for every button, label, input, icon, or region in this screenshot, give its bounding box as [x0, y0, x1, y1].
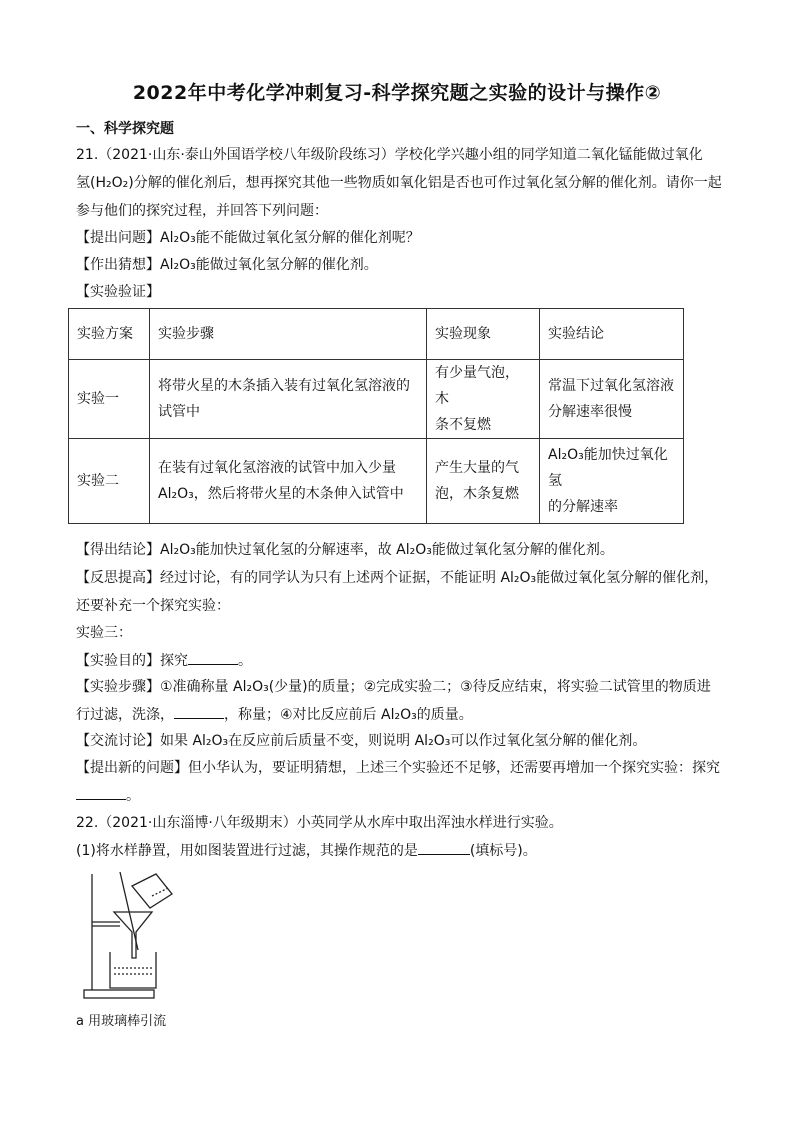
- q21-experiment-3: 实验三：: [76, 625, 132, 641]
- q22-part-1-text-a: (1)将水样静置，用如图装置进行过滤，其操作规范的是: [76, 843, 418, 859]
- q21-new-question-answer: [76, 785, 140, 806]
- q21-steps-line-1: 【实验步骤】①准确称量 Al₂O₃(少量)的质量；②完成实验二；③待反应结束，将实验二试管里的物质进: [76, 679, 711, 695]
- q21-verify-heading: 【实验验证】: [76, 284, 160, 300]
- q21-reflect-line-2: 还要补充一个探究实验：: [76, 598, 230, 614]
- q21-guess: 【作出猜想】Al₂O₃能做过氧化氢分解的催化剂。: [76, 257, 378, 273]
- period: 。: [126, 788, 140, 804]
- cell-line: 条不复燃: [435, 417, 491, 433]
- figure-caption: a 用玻璃棒引流: [76, 1014, 167, 1029]
- q21-intro-line-3: 参与他们的探究过程，并回答下列问题：: [76, 203, 328, 219]
- steps-text-a: 行过滤，洗涤，: [76, 707, 174, 723]
- table-cell-plan: 实验二: [69, 439, 150, 524]
- answer-blank[interactable]: [76, 785, 126, 800]
- table-header-cell: 实验方案: [69, 309, 150, 360]
- table-header-cell: 实验步骤: [150, 309, 427, 360]
- answer-blank[interactable]: [418, 840, 470, 855]
- q21-question: 【提出问题】Al₂O₃能不能做过氧化氢分解的催化剂呢？: [76, 230, 420, 246]
- filtration-apparatus-figure: [80, 868, 190, 1004]
- cell-line: 的分解速率: [548, 499, 618, 515]
- q21-purpose: [76, 650, 252, 671]
- cell-line: Al₂O₃能加快过氧化氢: [548, 447, 668, 489]
- cell-line: 将带火星的木条插入装有过氧化氢溶液的: [158, 378, 410, 394]
- cell-line: 有少量气泡，木: [435, 365, 519, 407]
- q21-reflect-line-1: 【反思提高】经过讨论，有的同学认为只有上述两个证据，不能证明 Al₂O₃能做过氧化氢分解的催化剂，: [76, 570, 719, 586]
- table-row: [69, 360, 684, 439]
- table-cell-step: [150, 439, 427, 524]
- q22-part-1-text-b: (填标号)。: [469, 843, 537, 859]
- table-header-cell: 实验现象: [427, 309, 540, 360]
- table-cell-phenomenon: [427, 439, 540, 524]
- cell-line: 产生大量的气: [435, 460, 519, 476]
- table-cell-step: [150, 360, 427, 439]
- pouring-beaker: [132, 874, 172, 908]
- table-cell-phenomenon: [427, 360, 540, 439]
- experiment-table: [68, 308, 684, 524]
- cell-line: 试管中: [158, 404, 200, 420]
- table-cell-conclusion: [540, 360, 684, 439]
- q21-intro-line-1: 21.（2021·山东·泰山外国语学校八年级阶段练习）学校化学兴趣小组的同学知道二氧化锰能做过氧化: [76, 147, 703, 163]
- period: 。: [238, 653, 252, 669]
- cell-line: 在装有过氧化氢溶液的试管中加入少量: [158, 460, 396, 476]
- table-cell-plan: 实验一: [69, 360, 150, 439]
- q21-conclusion: 【得出结论】Al₂O₃能加快过氧化氢的分解速率，故 Al₂O₃能做过氧化氢分解的催化剂。: [76, 542, 614, 558]
- q21-new-question: 【提出新的问题】但小华认为，要证明猜想，上述三个实验还不足够，还需要再增加一个探究实验：探究: [76, 760, 720, 776]
- answer-blank[interactable]: [174, 704, 224, 719]
- cell-line: 分解速率很慢: [548, 404, 632, 420]
- page-title: 2022年中考化学冲刺复习-科学探究题之实验的设计与操作②: [132, 82, 662, 104]
- q22-intro: 22.（2021·山东淄博·八年级期末）小英同学从水库中取出浑浊水样进行实验。: [76, 815, 563, 831]
- q22-part-1: [76, 840, 537, 861]
- cell-line: 常温下过氧化氢溶液: [548, 378, 674, 394]
- table-header-cell: 实验结论: [540, 309, 684, 360]
- table-row: [69, 439, 684, 524]
- cell-line: 泡，木条复燃: [435, 486, 519, 502]
- section-heading: 一、科学探究题: [76, 121, 174, 137]
- stand-base: [84, 990, 154, 998]
- q21-steps-line-2: [76, 704, 473, 725]
- steps-text-b: ，称量；④对比反应前后 Al₂O₃的质量。: [224, 707, 473, 723]
- table-cell-conclusion: [540, 439, 684, 524]
- answer-blank[interactable]: [188, 650, 238, 665]
- q21-intro-line-2: 氢(H₂O₂)分解的催化剂后，想再探究其他一些物质如氧化铝是否也可作过氧化氢分解的催化剂。请你一起: [76, 175, 722, 191]
- funnel: [114, 912, 152, 958]
- cell-line: Al₂O₃，然后将带火星的木条伸入试管中: [158, 486, 404, 502]
- purpose-text: 【实验目的】探究: [76, 653, 188, 669]
- q21-discuss: 【交流讨论】如果 Al₂O₃在反应前后质量不变，则说明 Al₂O₃可以作过氧化氢分解的催化剂。: [76, 733, 647, 749]
- table-header-row: [69, 309, 684, 360]
